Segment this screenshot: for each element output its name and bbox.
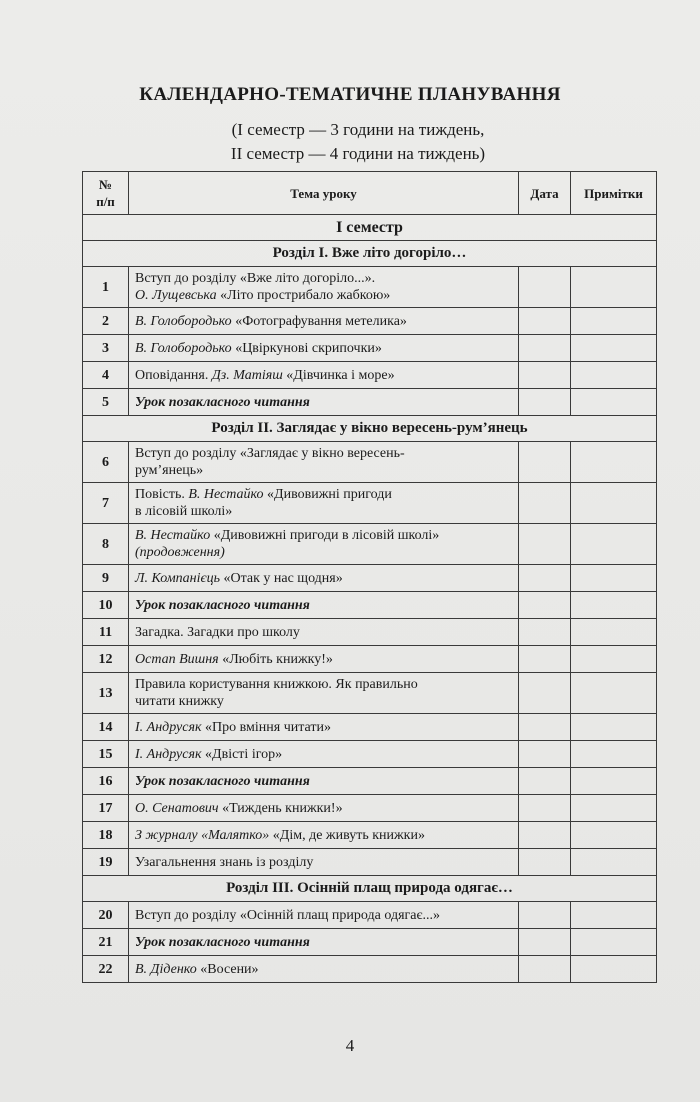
notes-cell (571, 362, 657, 389)
page-number: 4 (345, 1036, 355, 1055)
lesson-number: 11 (83, 619, 129, 646)
subtitle-line-1: (І семестр — 3 години на тиждень, (231, 120, 485, 139)
lesson-topic (129, 308, 519, 335)
semester-label: І семестр (83, 215, 657, 241)
notes-cell (571, 483, 657, 524)
section-row (83, 876, 657, 902)
table-row (83, 714, 657, 741)
table-row (83, 308, 657, 335)
extracurricular-reading: Урок позакласного читання (129, 768, 519, 795)
lesson-number: 1 (83, 267, 129, 308)
notes-cell (571, 741, 657, 768)
lesson-number: 4 (83, 362, 129, 389)
lesson-topic (129, 267, 519, 308)
date-cell (519, 592, 571, 619)
lesson-number: 16 (83, 768, 129, 795)
lesson-number: 3 (83, 335, 129, 362)
date-cell (519, 335, 571, 362)
author: О. Сенатович (135, 800, 219, 816)
semester-row (83, 215, 657, 241)
date-cell (519, 442, 571, 483)
author: Остап Вишня (135, 651, 219, 667)
date-cell (519, 308, 571, 335)
date-cell (519, 565, 571, 592)
author: В. Голобородько (135, 313, 232, 329)
date-cell (519, 795, 571, 822)
lesson-topic (129, 362, 519, 389)
notes-cell (571, 646, 657, 673)
date-cell (519, 902, 571, 929)
lesson-topic (129, 442, 519, 483)
header-date: Дата (519, 172, 571, 215)
date-cell (519, 673, 571, 714)
lesson-number: 9 (83, 565, 129, 592)
notes-cell (571, 902, 657, 929)
table-row (83, 524, 657, 565)
table-row (83, 741, 657, 768)
notes-cell (571, 673, 657, 714)
work-title: «Дім, де живуть книжки» (269, 827, 425, 843)
work-title: «Любіть книжку!» (218, 651, 333, 667)
topic-line: в лісовій школі» (135, 504, 233, 519)
date-cell (519, 619, 571, 646)
notes-cell (571, 267, 657, 308)
table-row (83, 902, 657, 929)
lesson-topic (129, 524, 519, 565)
date-cell (519, 929, 571, 956)
topic-line: Вступ до розділу «Вже літо догоріло...». (135, 271, 376, 286)
topic-line: Вступ до розділу «Заглядає у вікно вересень- (135, 446, 405, 461)
author: В. Діденко (135, 961, 197, 977)
author: Л. Компанієць (135, 570, 220, 586)
lesson-topic (129, 822, 519, 849)
date-cell (519, 741, 571, 768)
table-row (83, 822, 657, 849)
date-cell (519, 483, 571, 524)
topic-line (135, 486, 512, 503)
lesson-topic (129, 741, 519, 768)
date-cell (519, 646, 571, 673)
notes-cell (571, 795, 657, 822)
notes-cell (571, 768, 657, 795)
header-num-symbol: № (98, 177, 113, 192)
lesson-number: 20 (83, 902, 129, 929)
notes-cell (571, 956, 657, 983)
lesson-number: 12 (83, 646, 129, 673)
lesson-topic (129, 483, 519, 524)
date-cell (519, 524, 571, 565)
section-row (83, 241, 657, 267)
topic-prefix: Повість. (135, 487, 189, 502)
section-title-3: Розділ ІІІ. Осінній плащ природа одягає… (83, 876, 657, 902)
author: Дз. Матіяш (211, 367, 283, 383)
author: В. Нестайко (188, 487, 264, 502)
section-row (83, 416, 657, 442)
date-cell (519, 768, 571, 795)
section-title-1: Розділ І. Вже літо догоріло… (83, 241, 657, 267)
work-title: «Дивовижні пригоди в лісовій школі» (210, 528, 440, 543)
lesson-topic (129, 646, 519, 673)
table-row (83, 442, 657, 483)
lesson-topic (129, 673, 519, 714)
notes-cell (571, 389, 657, 416)
lesson-number: 13 (83, 673, 129, 714)
page-title: КАЛЕНДАРНО-ТЕМАТИЧНЕ ПЛАНУВАННЯ (139, 84, 561, 105)
work-title: «Дівчинка і море» (282, 367, 395, 383)
table-row (83, 795, 657, 822)
lesson-topic (129, 795, 519, 822)
notes-cell (571, 849, 657, 876)
work-title: «Восени» (196, 961, 259, 977)
lesson-number: 14 (83, 714, 129, 741)
work-title: «Цвіркунові скрипочки» (231, 340, 382, 356)
table-row (83, 592, 657, 619)
table-row (83, 646, 657, 673)
notes-cell (571, 565, 657, 592)
topic-line (135, 287, 512, 304)
notes-cell (571, 714, 657, 741)
topic-line: Правила користування книжкою. Як правильно (135, 677, 418, 692)
date-cell (519, 267, 571, 308)
table-row (83, 565, 657, 592)
extracurricular-reading: Урок позакласного читання (129, 929, 519, 956)
lesson-topic: Загадка. Загадки про школу (129, 619, 519, 646)
notes-cell (571, 308, 657, 335)
extracurricular-reading: Урок позакласного читання (129, 389, 519, 416)
table-row (83, 673, 657, 714)
table-row (83, 335, 657, 362)
topic-line: рум’янець» (135, 463, 204, 478)
notes-cell (571, 592, 657, 619)
notes-cell (571, 822, 657, 849)
author: В. Нестайко (135, 528, 211, 543)
header-topic: Тема уроку (129, 172, 519, 215)
table-row (83, 849, 657, 876)
date-cell (519, 389, 571, 416)
lesson-number: 21 (83, 929, 129, 956)
author: І. Андрусяк (135, 746, 202, 762)
work-title: «Про вміння читати» (201, 719, 331, 735)
notes-cell (571, 442, 657, 483)
lesson-number: 17 (83, 795, 129, 822)
date-cell (519, 362, 571, 389)
lesson-topic: Вступ до розділу «Осінній плащ природа одягає...» (129, 902, 519, 929)
date-cell (519, 714, 571, 741)
lesson-number: 5 (83, 389, 129, 416)
work-title: «Фотографування метелика» (231, 313, 407, 329)
table-row (83, 929, 657, 956)
lesson-number: 2 (83, 308, 129, 335)
planning-table (82, 171, 657, 983)
table-row (83, 362, 657, 389)
table-row (83, 483, 657, 524)
author: В. Голобородько (135, 340, 232, 356)
lesson-number: 18 (83, 822, 129, 849)
author: О. Лущевська (135, 288, 217, 303)
header-num (83, 172, 129, 215)
date-cell (519, 822, 571, 849)
author: З журналу «Малятко» (135, 827, 270, 843)
lesson-topic (129, 335, 519, 362)
lesson-number: 6 (83, 442, 129, 483)
section-title-2: Розділ ІІ. Заглядає у вікно вересень-рум’янець (83, 416, 657, 442)
notes-cell (571, 524, 657, 565)
header-num-abbr: п/п (96, 194, 115, 209)
extracurricular-reading: Урок позакласного читання (129, 592, 519, 619)
table-header-row (83, 172, 657, 215)
table-row (83, 389, 657, 416)
lesson-number: 15 (83, 741, 129, 768)
lesson-topic (129, 956, 519, 983)
lesson-number: 22 (83, 956, 129, 983)
date-cell (519, 956, 571, 983)
lesson-number: 10 (83, 592, 129, 619)
topic-line: читати книжку (135, 694, 224, 709)
lesson-number: 7 (83, 483, 129, 524)
topic-prefix: Оповідання. (135, 367, 212, 383)
notes-cell (571, 619, 657, 646)
date-cell (519, 849, 571, 876)
lesson-topic (129, 714, 519, 741)
work-title: «Дивовижні пригоди (263, 487, 392, 502)
notes-cell (571, 335, 657, 362)
notes-cell (571, 929, 657, 956)
table-row (83, 956, 657, 983)
lesson-topic: Узагальнення знань із розділу (129, 849, 519, 876)
topic-line (135, 527, 512, 544)
work-title: «Двісті ігор» (201, 746, 283, 762)
table-row (83, 619, 657, 646)
lesson-number: 19 (83, 849, 129, 876)
header-notes: Примітки (571, 172, 657, 215)
lesson-number: 8 (83, 524, 129, 565)
author: І. Андрусяк (135, 719, 202, 735)
work-title: «Отак у нас щодня» (219, 570, 343, 586)
table-row (83, 267, 657, 308)
subtitle-line-2: ІІ семестр — 4 години на тиждень) (230, 144, 486, 163)
topic-line: (продовження) (135, 545, 225, 560)
work-title: «Тиждень книжки!» (218, 800, 343, 816)
table-row (83, 768, 657, 795)
work-title: «Літо прострибало жабкою» (216, 288, 391, 303)
lesson-topic (129, 565, 519, 592)
